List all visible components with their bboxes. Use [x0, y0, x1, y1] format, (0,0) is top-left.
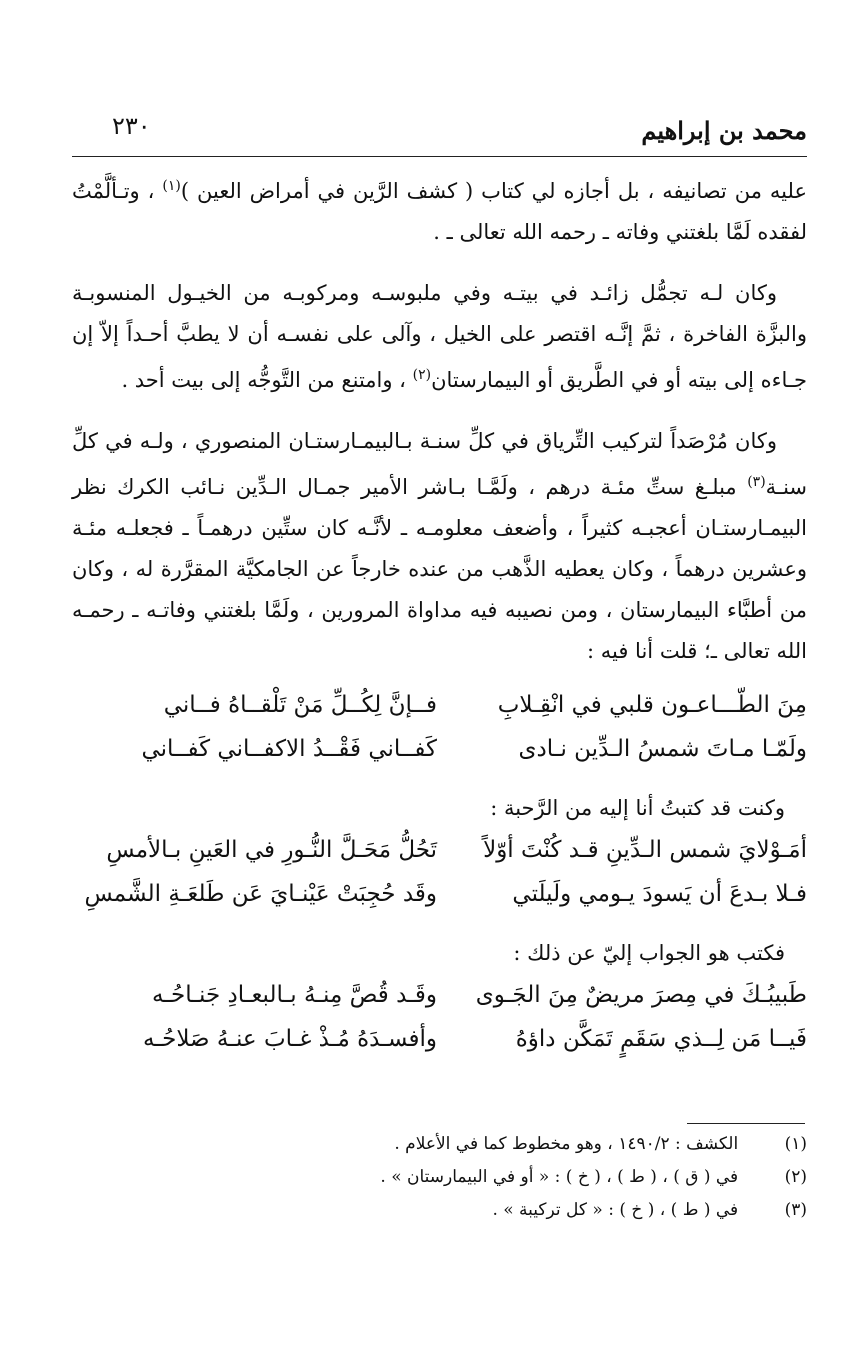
first-hemistich: ولَمّـا مـاتَ شمسُ الـدِّين نـادى	[518, 736, 807, 762]
poem-1	[72, 692, 807, 780]
verse-line	[72, 982, 807, 1026]
footnote-number: (٢)	[784, 1167, 807, 1187]
first-hemistich: مِنَ الطّـــاعـون قلبي في انْقِـلابِ	[497, 692, 807, 718]
page-number: ٢٣٠	[112, 112, 151, 140]
second-hemistich: فــإنَّ لِكُــلِّ مَنْ تَلْقــاهُ فــاني	[163, 692, 437, 718]
footnote-rule	[687, 1123, 805, 1124]
paragraph-text: ، وامتنع من التَّوجُّه إلى بيت أحد .	[121, 368, 413, 392]
first-hemistich: أمَـوْلايَ شمس الـدِّينِ قـد كُنْتَ أوّلاً	[483, 837, 807, 863]
verse-line	[72, 1026, 807, 1070]
second-hemistich: كَفــاني فَقْــدُ الاكفــاني كَفــاني	[141, 736, 437, 762]
poem-2	[72, 837, 807, 925]
paragraph-text: مبلـغ ستِّ مئـة درهم ، ولَمَّـا بـاشر الأمير جمـال الـدِّين نـائب الكرك نظر البيمـارستـان أعجبـه كثيراً ، وأضعف معلومـه ـ لأنَّـه كان ستِّين درهمـاً ـ فجعلـه مئـة وعشرين درهماً ، وكان يعطيه الذَّهب من عنده خارجاً عن الجامكيَّة المقرَّرة له ، وكان من أطبَّاء البيمارستان ، ومن نصيبه فيه مداواة المرورين ، ولَمَّا بلغتني وفاتـه ـ رحمـه الله تعالى ـ؛ قلت أنا فيه :	[72, 475, 807, 663]
footnote-text: في ( ط ) ، ( خ ) : « كل تركيبة » .	[492, 1200, 739, 1220]
second-hemistich: تَحُلُّ مَحَـلَّ النُّـورِ في العَينِ بـالأمسِ	[106, 837, 437, 863]
paragraph-text: وكان لـه تجمُّل زائـد في بيتـه وفي ملبوسـه ومركوبـه من الخيـول المنسوبـة والبزَّة الفاخرة ، ثمَّ إنَّـه اقتصر على الخيل ، وآلى على نفسـه أن لا يطبَّ أحـداً إلاّ إن جـاءه إلى بيته أو في الطَّريق أو البيمارستان	[72, 281, 807, 392]
verse-line	[72, 736, 807, 780]
footnote-number: (١)	[784, 1134, 807, 1154]
second-hemistich: وقَـد قُصَّ مِنـهُ بـالبعـادِ جَنـاحُـه	[151, 982, 437, 1008]
verse-line	[72, 692, 807, 736]
running-title: محمد بن إبراهيم	[641, 116, 807, 145]
paragraph-text: ، وتـألَّمْتُ لفقده لَمَّا بلغتني وفاته ـ رحمه الله تعالى ـ .	[72, 179, 807, 244]
footnote-text: الكشف : ١٤٩٠/٢ ، وهو مخطوط كما في الأعلام .	[394, 1134, 739, 1154]
first-hemistich: فَيــا مَن لِــذي سَقَمٍ تَمَكَّن داؤهُ	[515, 1026, 807, 1052]
paragraph-text: وكان مُرْصَداً لتركيب التِّرياق في كلِّ سنـة بـالبيمـارستـان المنصوري ، ولـه في كلِّ سنـة	[72, 429, 807, 499]
main-text	[72, 166, 807, 1070]
first-hemistich: طَبيبُـكَ في مِصرَ مريضٌ مِنَ الجَـوى	[475, 982, 807, 1008]
footnote-marker: (٢)	[412, 367, 432, 383]
poem-intro: فكتب هو الجواب إليّ عن ذلك :	[513, 941, 785, 965]
footnote-marker: (٣)	[747, 474, 766, 490]
footnote	[72, 1161, 807, 1194]
paragraph-text: عليه من تصانيفه ، بل أجازه لي كتاب ( كشف الرَّين في أمراض العين )	[180, 179, 807, 203]
second-hemistich: وقَد حُجِبَتْ عَيْنـايَ عَن طَلعَـةِ الشَّمسِ	[84, 881, 437, 907]
paragraph-2	[72, 273, 807, 401]
footnote	[72, 1128, 807, 1161]
verse-line	[72, 837, 807, 881]
paragraph-3	[72, 421, 807, 672]
running-header	[72, 112, 807, 152]
verse-line	[72, 881, 807, 925]
footnote-number: (٣)	[784, 1200, 807, 1220]
footnote	[72, 1194, 807, 1227]
footnote-marker: (١)	[162, 178, 181, 194]
footnotes	[72, 1128, 807, 1227]
paragraph-1	[72, 166, 807, 253]
first-hemistich: فـلا بـدعَ أن يَسودَ يـومي ولَيلَتي	[512, 881, 807, 907]
poem-intro: وكنت قد كتبتُ أنا إليه من الرَّحبة :	[490, 796, 785, 820]
header-rule	[72, 156, 807, 157]
footnote-text: في ( ق ) ، ( ط ) ، ( خ ) : « أو في البيمارستان » .	[380, 1167, 739, 1187]
second-hemistich: وأفسـدَهُ مُـذْ غـابَ عنـهُ صَلاحُـه	[143, 1026, 437, 1052]
poem-3	[72, 982, 807, 1070]
